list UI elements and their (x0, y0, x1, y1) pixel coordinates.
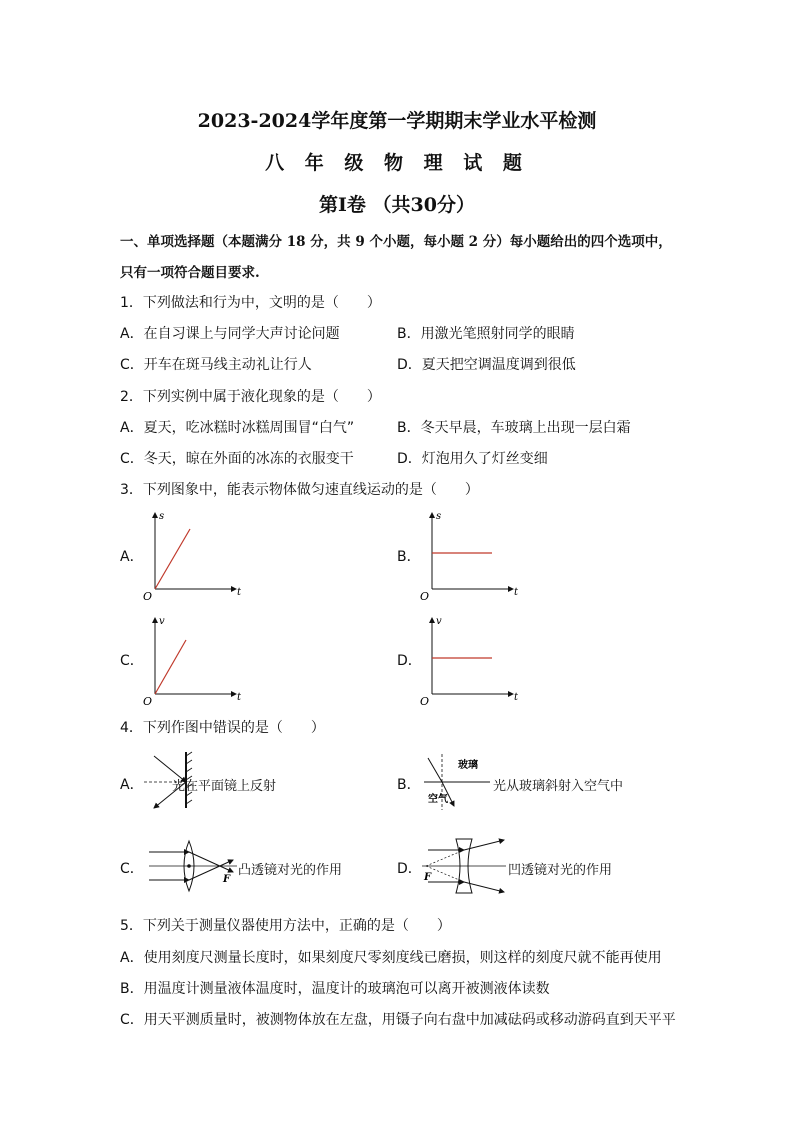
q5-option-b: B．用温度计测量液体温度时，温度计的玻璃泡可以离开被测液体读数 (120, 981, 550, 997)
section-instructions-line2: 只有一项符合题目要求. (120, 265, 260, 281)
q3-option-b: B． (397, 549, 421, 565)
graph-b-x-label: t (514, 587, 519, 598)
q2-option-b: B．冬天早晨，车玻璃上出现一层白霜 (397, 420, 631, 436)
q4-figure-d-concave-lens (420, 836, 508, 896)
graph-a-y-label: s (159, 511, 165, 522)
volume-title: 第Ⅰ卷 （共30分） (319, 194, 475, 216)
q4-option-b-caption: 光从玻璃斜射入空气中 (493, 779, 624, 794)
q3-graph-c (138, 610, 248, 708)
graph-d-origin: O (420, 695, 430, 708)
q5-stem: 5．下列关于测量仪器使用方法中，正确的是（ ） (120, 918, 451, 934)
graph-a-x-label: t (237, 587, 242, 598)
q2-option-a: A．夏天，吃冰糕时冰糕周围冒“白气” (120, 420, 355, 436)
q4-option-c: C． (120, 861, 144, 877)
q4-stem: 4．下列作图中错误的是（ ） (120, 720, 325, 736)
q1-option-d: D．夏天把空调温度调到很低 (397, 357, 576, 373)
graph-c-line (155, 640, 186, 694)
graph-c-x-label: t (237, 692, 242, 703)
q4-option-c-caption: 凸透镜对光的作用 (238, 863, 343, 878)
q3-option-c: C． (120, 653, 144, 669)
q3-graph-a (138, 505, 248, 603)
graph-c-y-label: v (159, 616, 165, 627)
q4-b-air-label: 空气 (428, 794, 448, 805)
graph-d-y-label: v (436, 616, 442, 627)
q4-c-focus-label: F (223, 874, 231, 885)
q1-option-a: A．在自习课上与同学大声讨论问题 (120, 326, 340, 342)
q3-graph-d (415, 610, 525, 708)
q1-option-c: C．开车在斑马线主动礼让行人 (120, 357, 312, 373)
q4-option-d-caption: 凹透镜对光的作用 (508, 863, 613, 878)
q4-d-focus-label: F (424, 872, 432, 883)
q1-option-b: B．用激光笔照射同学的眼睛 (397, 326, 575, 342)
section-instructions-line1: 一、单项选择题（本题满分 18 分，共 9 个小题，每小题 2 分）每小题给出的四个选项中， (120, 234, 672, 250)
q4-option-b: B． (397, 777, 421, 793)
graph-a-origin: O (143, 590, 153, 603)
q4-option-a: A． (120, 777, 144, 793)
q3-graph-b (415, 505, 525, 603)
q4-option-a-caption: 光在平面镜上反射 (172, 779, 277, 794)
q3-option-a: A． (120, 549, 144, 565)
q2-option-c: C．冬天，晾在外面的冰冻的衣服变干 (120, 451, 354, 467)
exam-title: 2023-2024学年度第一学期期末学业水平检测 (197, 110, 597, 132)
q4-b-glass-label: 玻璃 (458, 760, 478, 771)
q5-option-a: A．使用刻度尺测量长度时，如果刻度尺零刻度线已磨损，则这样的刻度尺就不能再使用 (120, 950, 662, 966)
q1-stem: 1．下列做法和行为中，文明的是（ ） (120, 295, 381, 311)
q4-figure-b-refraction (422, 752, 494, 812)
graph-b-y-label: s (436, 511, 442, 522)
graph-a-line (155, 529, 190, 589)
q4-option-d: D． (397, 861, 422, 877)
graph-d-x-label: t (514, 692, 519, 703)
graph-b-origin: O (420, 590, 430, 603)
q3-option-d: D． (397, 653, 422, 669)
graph-c-origin: O (143, 695, 153, 708)
q2-option-d: D．灯泡用久了灯丝变细 (397, 451, 548, 467)
q2-stem: 2．下列实例中属于液化现象的是（ ） (120, 389, 381, 405)
q3-stem: 3．下列图象中，能表示物体做匀速直线运动的是（ ） (120, 482, 479, 498)
exam-subtitle: 八 年 级 物 理 试 题 (265, 152, 529, 174)
q4-figure-c-convex-lens (145, 838, 241, 894)
q5-option-c: C．用天平测质量时，被测物体放在左盘，用镊子向右盘中加减砝码或移动游码直到天平平 (120, 1012, 676, 1028)
